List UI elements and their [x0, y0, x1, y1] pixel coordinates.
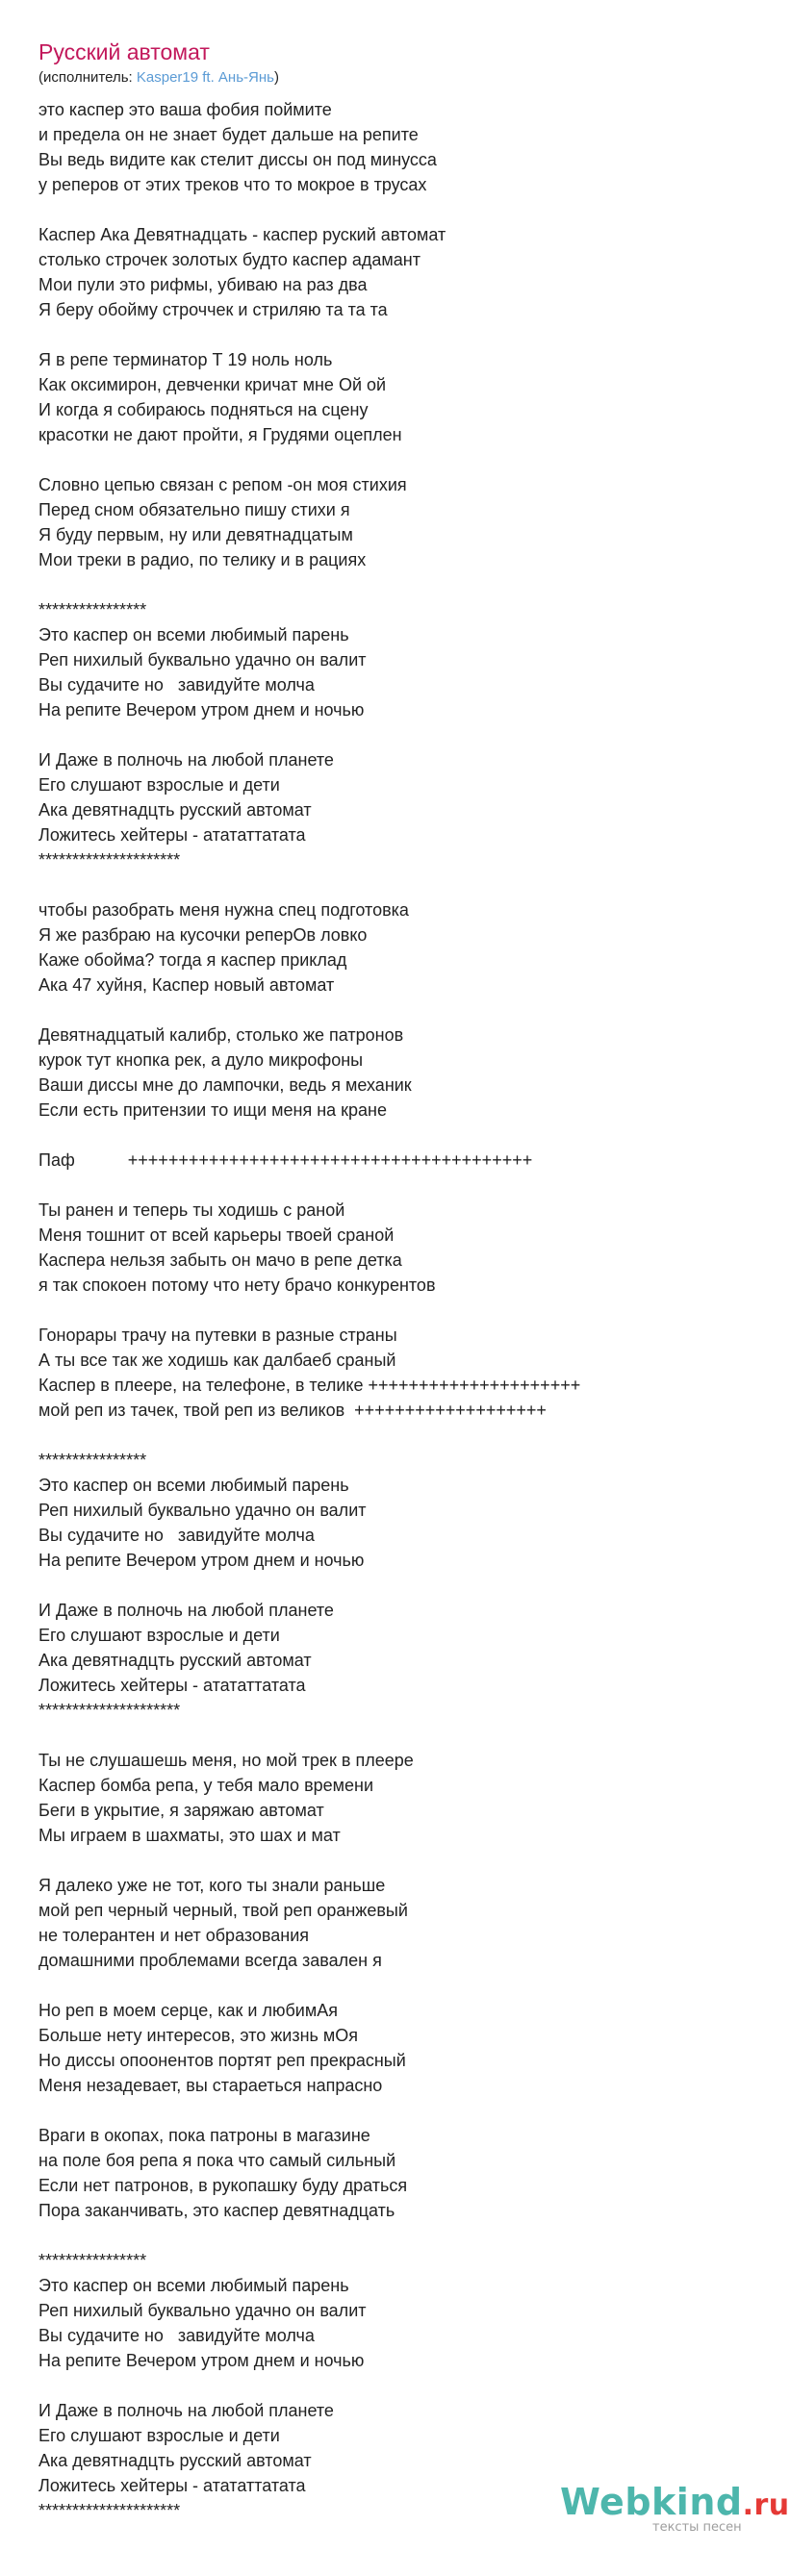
lyric-line: [38, 1723, 731, 1748]
lyric-line: Ака девятнадцть русский автомат: [38, 1651, 312, 1670]
lyric-line: Мои треки в радио, по телику и в рациях: [38, 550, 367, 569]
lyric-line: ****************: [38, 2251, 147, 2270]
lyric-line: Это каспер он всеми любимый парень: [38, 1476, 349, 1495]
lyric-line: Гонорары трачу на путевки в разные страны: [38, 1326, 397, 1345]
lyric-line: Каспер в плеере, на телефоне, в телике +++++++++++++++++++++: [38, 1376, 581, 1395]
lyric-line: Ака девятнадцть русский автомат: [38, 800, 312, 820]
lyric-line: *********************: [38, 1701, 181, 1720]
lyric-line: Если нет патронов, в рукопашку буду драться: [38, 2176, 408, 2195]
lyric-line: Я далеко уже не тот, кого ты знали раньше: [38, 1876, 386, 1895]
lyric-line: мой реп из тачек, твой реп из великов +++++++++++++++++++: [38, 1401, 547, 1420]
lyric-line: [38, 2373, 731, 2398]
lyric-line: у реперов от этих треков что то мокрое в трусах: [38, 175, 427, 194]
lyric-line: И Даже в полночь на любой планете: [38, 1601, 334, 1620]
lyric-line: красотки не дают пройти, я Грудями оцеплен: [38, 425, 402, 444]
lyric-line: ****************: [38, 600, 147, 619]
lyric-line: домашними проблемами всегда завален я: [38, 1951, 382, 1970]
lyric-line: Враги в окопах, пока патроны в магазине: [38, 2126, 370, 2145]
lyric-line: Если есть притензии то ищи меня на кране: [38, 1100, 388, 1120]
lyric-line: И Даже в полночь на любой планете: [38, 2401, 334, 2420]
lyric-line: Реп нихилый буквально удачно он валит: [38, 1501, 367, 1520]
lyric-line: Его слушают взрослые и дети: [38, 2426, 280, 2445]
lyric-line: Это каспер он всеми любимый парень: [38, 625, 349, 644]
lyric-line: И когда я собираюсь подняться на сцену: [38, 400, 369, 419]
lyric-line: [38, 1973, 731, 1998]
lyric-line: Каспера нельзя забыть он мачо в репе детка: [38, 1250, 402, 1270]
lyric-line: Как оксимирон, девченки кричат мне Ой ой: [38, 375, 387, 394]
lyric-line: Ты ранен и теперь ты ходишь с раной: [38, 1200, 345, 1220]
lyric-line: Вы судачите но завидуйте молча: [38, 2326, 315, 2345]
lyric-line: Меня тошнит от всей карьеры твоей сраной: [38, 1225, 395, 1245]
site-logo[interactable]: [560, 2480, 790, 2557]
logo-name: Webkind: [560, 2481, 743, 2523]
lyric-line: Ака 47 хуйня, Каспер новый автомат: [38, 975, 335, 995]
lyric-line: Перед сном обязательно пишу стихи я: [38, 500, 350, 519]
lyric-line: Ложитесь хейтеры - атататтатата: [38, 1676, 306, 1695]
performer-prefix: (исполнитель:: [38, 69, 137, 86]
lyric-line: На репите Вечером утром днем и ночью: [38, 1551, 365, 1570]
song-title: Русский автомат: [38, 39, 210, 64]
lyric-line: Я же разбраю на кусочки реперОв ловко: [38, 925, 368, 945]
lyric-line: Это каспер он всеми любимый парень: [38, 2276, 349, 2295]
lyric-line: [38, 2223, 731, 2248]
lyric-line: [38, 322, 731, 347]
lyric-line: [38, 1298, 731, 1323]
lyric-line: [38, 1173, 731, 1198]
lyric-line: Паф ++++++++++++++++++++++++++++++++++++++++: [38, 1150, 533, 1170]
lyric-line: И Даже в полночь на любой планете: [38, 750, 334, 770]
lyric-line: [38, 572, 731, 597]
lyric-line: не толерантен и нет образования: [38, 1926, 310, 1945]
lyric-line: А ты все так же ходишь как далбаеб сраный: [38, 1351, 396, 1370]
lyric-line: Девятнадцатый калибр, столько же патронов: [38, 1025, 404, 1045]
lyric-line: Реп нихилый буквально удачно он валит: [38, 2301, 367, 2320]
lyric-line: Мои пули это рифмы, убиваю на раз два: [38, 275, 368, 294]
lyric-line: Вы ведь видите как стелит диссы он под минусса: [38, 150, 437, 169]
lyric-line: Его слушают взрослые и дети: [38, 775, 280, 795]
lyric-line: столько строчек золотых будто каспер адамант: [38, 250, 420, 269]
lyric-line: Ака девятнадцть русский автомат: [38, 2451, 312, 2470]
lyric-line: Словно цепью связан с репом -он моя стихия: [38, 475, 407, 494]
lyric-line: На репите Вечером утром днем и ночью: [38, 2351, 365, 2370]
lyric-line: и предела он не знает будет дальше на репите: [38, 125, 419, 144]
lyric-line: На репите Вечером утром днем и ночью: [38, 700, 365, 720]
lyric-line: Вы судачите но завидуйте молча: [38, 675, 315, 695]
logo-domain-suffix: .ru: [742, 2488, 790, 2522]
lyric-line: Каже обойма? тогда я каспер приклад: [38, 950, 347, 970]
lyric-line: [38, 2098, 731, 2123]
lyric-line: Я буду первым, ну или девятнадцатым: [38, 525, 353, 544]
lyric-line: [38, 1123, 731, 1148]
lyric-line: [38, 447, 731, 472]
lyric-line: Ложитесь хейтеры - атататтатата: [38, 2476, 306, 2495]
lyric-line: Беги в укрытие, я заряжаю автомат: [38, 1801, 324, 1820]
lyric-line: Меня незадевает, вы стараеться напрасно: [38, 2076, 383, 2095]
lyric-line: [38, 197, 731, 222]
lyric-line: *********************: [38, 850, 181, 870]
lyric-line: мой реп черный черный, твой реп оранжевый: [38, 1901, 408, 1920]
lyric-line: Пора заканчивать, это каспер девятнадцать: [38, 2201, 395, 2220]
lyric-line: курок тут кнопка рек, а дуло микрофоны: [38, 1050, 364, 1070]
lyric-line: [38, 872, 731, 897]
lyrics-body: [38, 97, 731, 2523]
lyric-line: Каспер Ака Девятнадцать - каспер руский автомат: [38, 225, 446, 244]
performer-line: [38, 69, 279, 87]
lyric-line: чтобы разобрать меня нужна спец подготовка: [38, 900, 409, 920]
lyric-line: [38, 1423, 731, 1448]
lyric-line: Мы играем в шахматы, это шах и мат: [38, 1826, 341, 1845]
lyric-line: [38, 1573, 731, 1598]
lyric-line: Ваши диссы мне до лампочки, ведь я механик: [38, 1075, 412, 1095]
lyric-line: Я в репе терминатор Т 19 ноль ноль: [38, 350, 333, 369]
lyric-line: на поле боя репа я пока что самый сильный: [38, 2151, 396, 2170]
performer-suffix: ): [273, 69, 279, 86]
lyric-line: Но диссы опоонентов портят реп прекрасный: [38, 2051, 406, 2070]
lyric-line: Но реп в моем серце, как и любимАя: [38, 2001, 338, 2020]
lyric-line: я так спокоен потому что нету брачо конкурентов: [38, 1275, 436, 1295]
lyric-line: ****************: [38, 1451, 147, 1470]
lyric-line: Больше нету интересов, это жизнь мОя: [38, 2026, 359, 2045]
lyric-line: [38, 998, 731, 1023]
lyric-line: Его слушают взрослые и дети: [38, 1626, 280, 1645]
lyric-line: [38, 1848, 731, 1873]
lyric-line: Ты не слушашешь меня, но мой трек в плеере: [38, 1751, 414, 1770]
lyric-line: *********************: [38, 2501, 181, 2520]
lyric-line: Каспер бомба репа, у тебя мало времени: [38, 1776, 374, 1795]
lyric-line: Ложитесь хейтеры - атататтатата: [38, 825, 306, 845]
lyric-line: это каспер это ваша фобия поймите: [38, 100, 332, 119]
performer-link[interactable]: Kasper19 ft. Ань-Янь: [136, 69, 274, 86]
lyric-line: Реп нихилый буквально удачно он валит: [38, 650, 367, 669]
lyric-line: [38, 722, 731, 747]
logo-tagline: тексты песен: [652, 2520, 742, 2535]
lyric-line: Вы судачите но завидуйте молча: [38, 1526, 315, 1545]
lyric-line: Я беру обойму строччек и стриляю та та та: [38, 300, 388, 319]
